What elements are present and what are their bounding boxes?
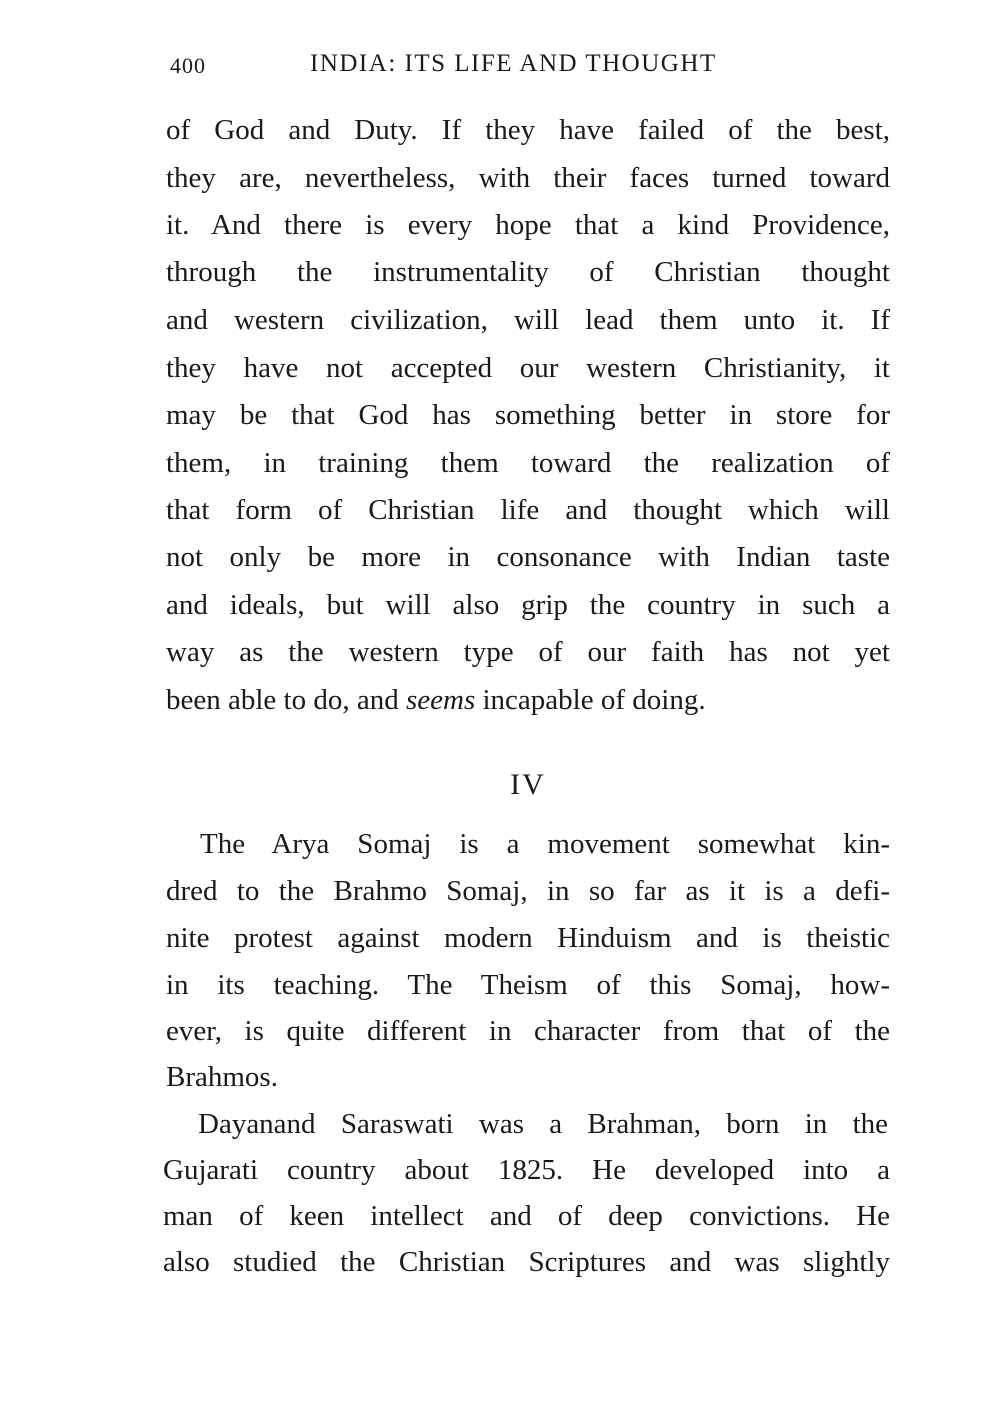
- text-line: dred to the Brahmo Somaj, in so far as it is a defi-: [166, 875, 890, 907]
- running-head: [170, 50, 890, 86]
- emphasis-word: seems: [405, 684, 476, 716]
- text-line: also studied the Christian Scriptures and was slightly: [163, 1246, 890, 1278]
- text-line: Dayanand Saraswati was a Brahman, born in the: [198, 1108, 888, 1140]
- text-span: been able to do, and: [166, 684, 406, 716]
- text-line: man of keen intellect and of deep convictions. He: [163, 1200, 890, 1232]
- text-line: that form of Christian life and thought which will: [166, 494, 890, 526]
- text-line: through the instrumentality of Christian thought: [166, 256, 890, 288]
- text-line: and western civilization, will lead them unto it. If: [166, 304, 890, 336]
- text-line: them, in training them toward the realization of: [166, 447, 890, 479]
- text-line: Brahmos.: [166, 1061, 278, 1093]
- text-line: may be that God has something better in store for: [166, 399, 890, 431]
- text-line: ever, is quite different in character from that of the: [166, 1015, 890, 1047]
- text-line: nite protest against modern Hinduism and is theistic: [166, 922, 890, 954]
- page-number: 400: [170, 53, 206, 78]
- text-line: The Arya Somaj is a movement somewhat kin-: [200, 828, 890, 860]
- text-line: not only be more in consonance with Indian taste: [166, 541, 890, 573]
- text-line: in its teaching. The Theism of this Somaj, how-: [166, 969, 890, 1001]
- text-line: it. And there is every hope that a kind Providence,: [166, 209, 890, 241]
- section-heading: IV: [510, 768, 546, 801]
- text-line: and ideals, but will also grip the country in such a: [166, 589, 890, 621]
- running-title: INDIA: ITS LIFE AND THOUGHT: [310, 50, 717, 77]
- text-line: they have not accepted our western Christianity, it: [166, 352, 890, 384]
- text-line: of God and Duty. If they have failed of the best,: [166, 114, 890, 146]
- text-line: way as the western type of our faith has not yet: [166, 636, 890, 668]
- text-line: [166, 682, 890, 718]
- text-line: they are, nevertheless, with their faces turned toward: [166, 162, 890, 194]
- text-span: incapable of doing.: [475, 684, 706, 716]
- text-line: Gujarati country about 1825. He developed into a: [163, 1154, 890, 1186]
